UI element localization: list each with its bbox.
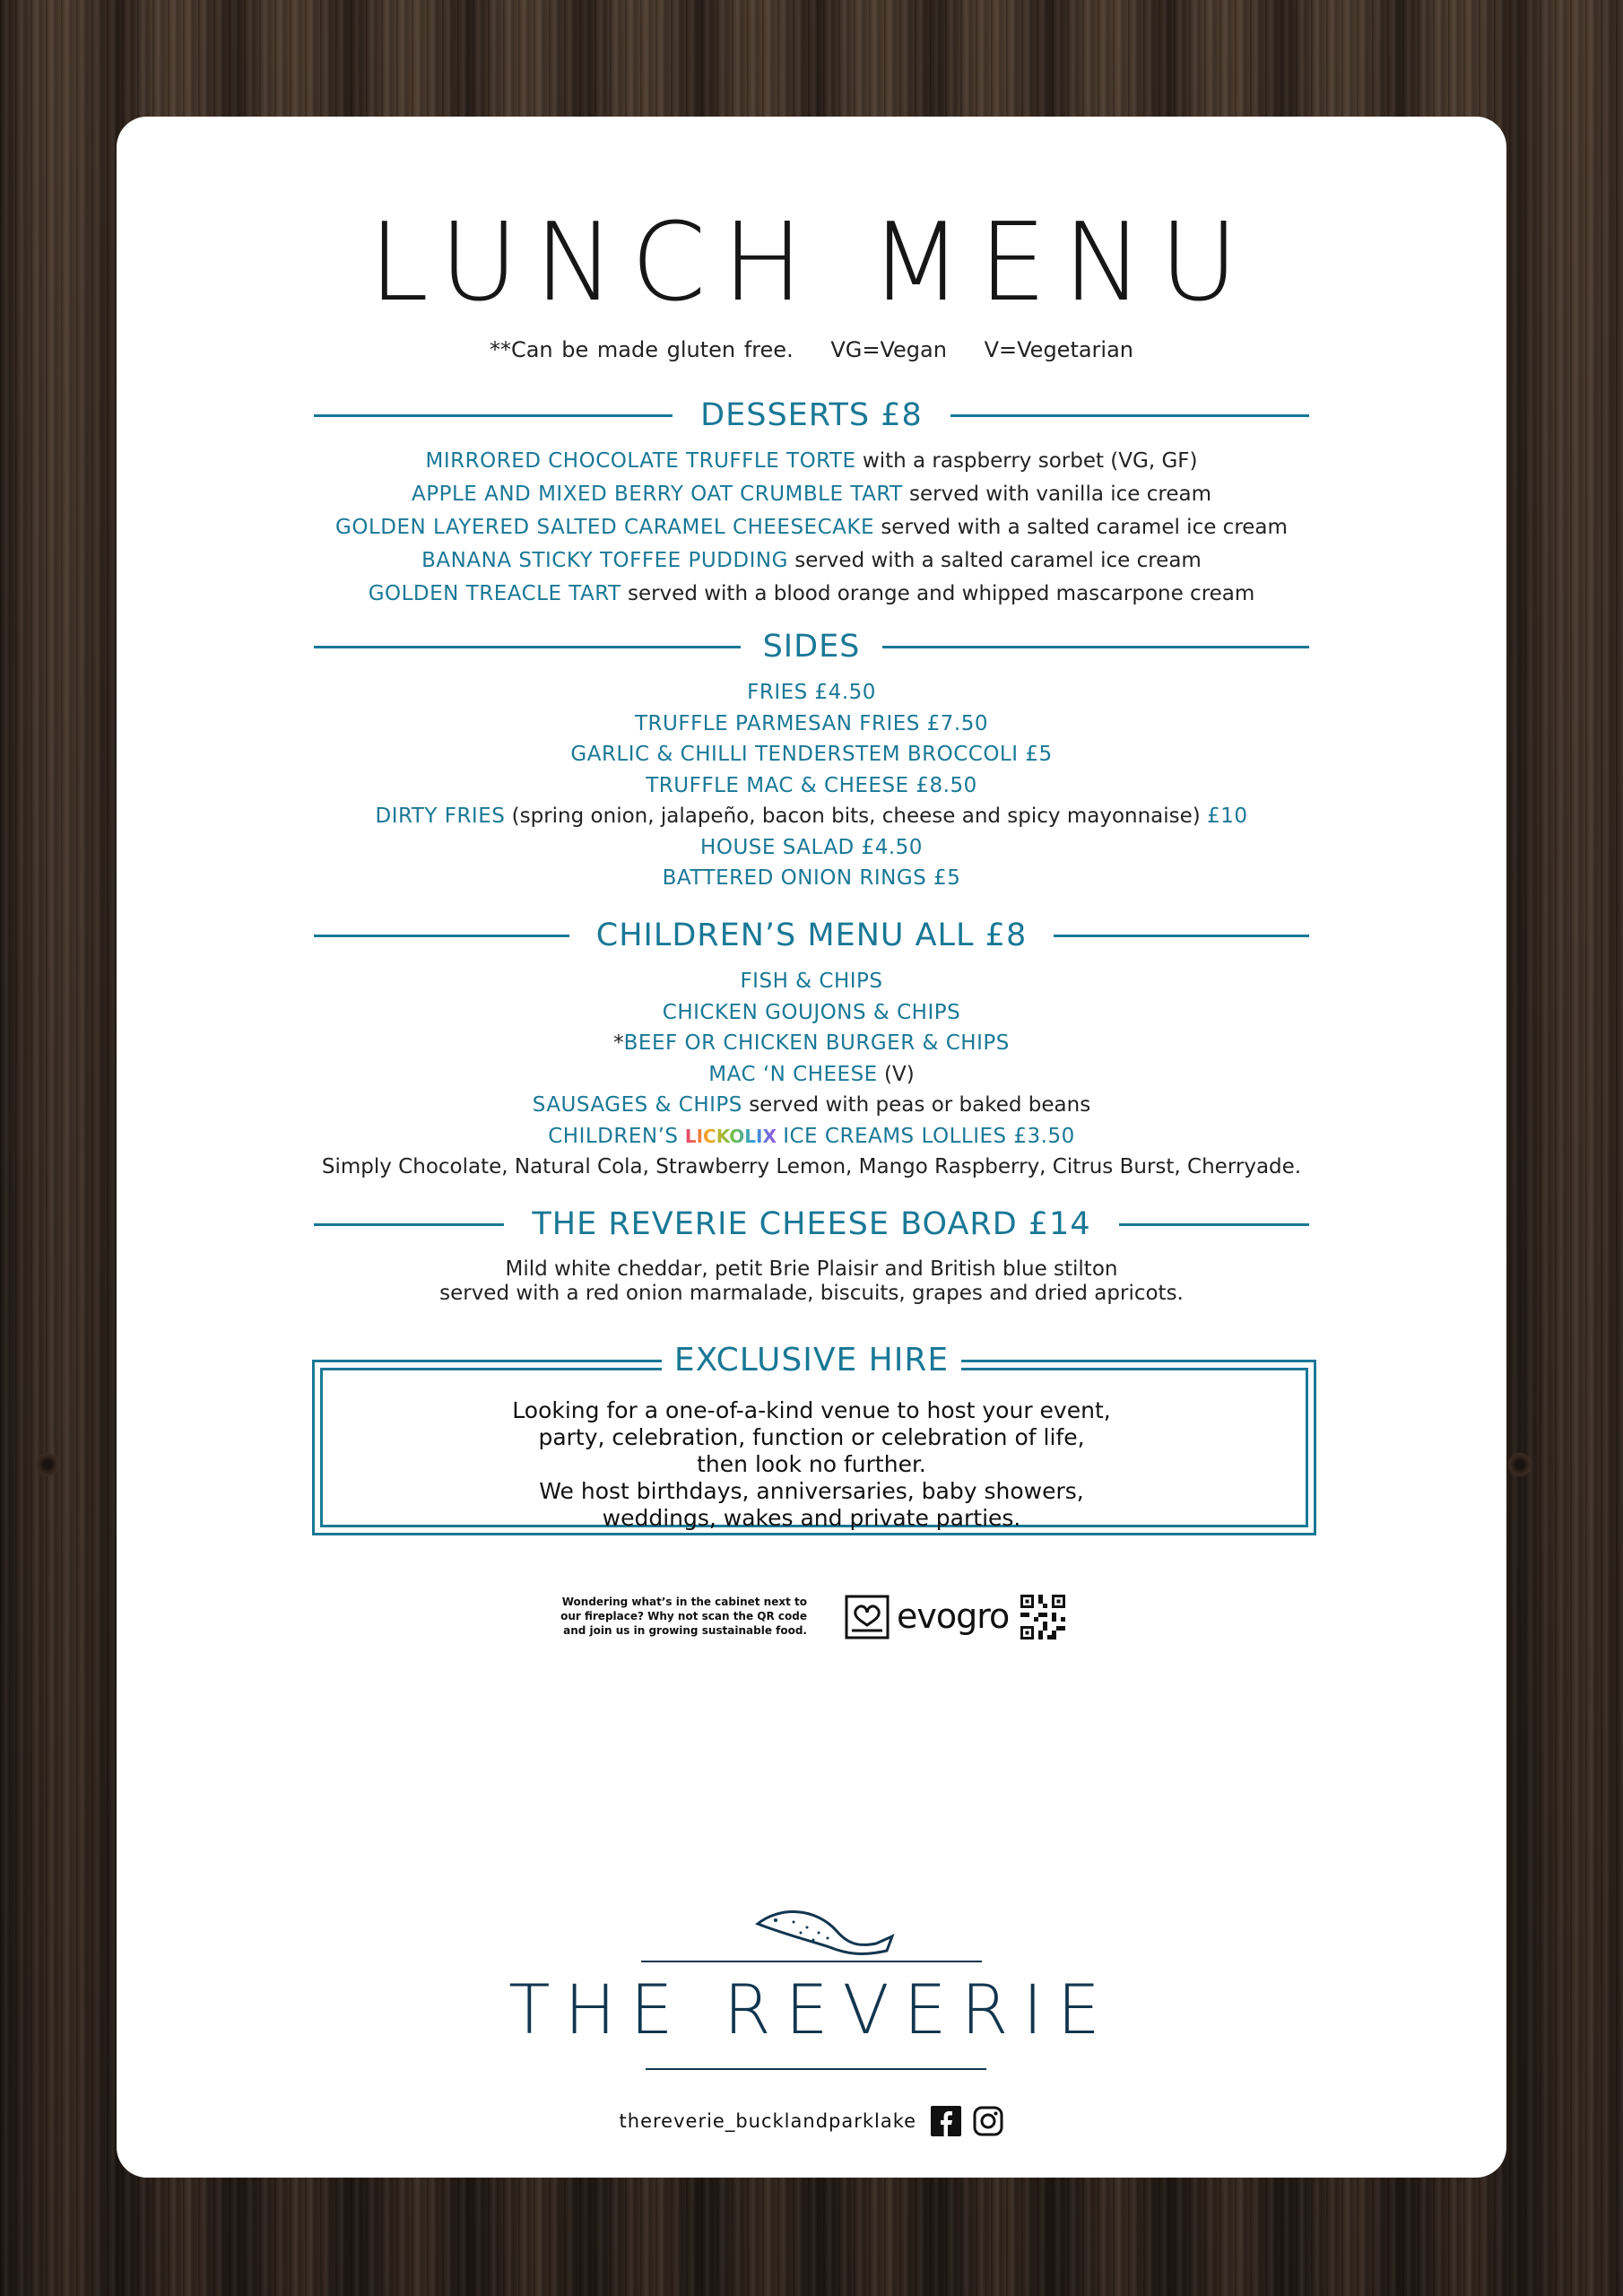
wood-knot (1508, 1451, 1532, 1478)
facebook-icon[interactable] (931, 2106, 961, 2136)
evogro-logo-icon (845, 1595, 890, 1639)
list-item: MIRRORED CHOCOLATE TRUFFLE TORTE with a raspberry sorbet (VG, GF) (425, 449, 1198, 473)
list-item: TRUFFLE MAC & CHEESE £8.50 (646, 773, 977, 797)
children-heading-text: CHILDREN’S MENU ALL £8 (595, 918, 1028, 953)
list-item: DIRTY FRIES (spring onion, jalapeño, bacon bits, cheese and spicy mayonnaise) £10 (375, 804, 1248, 828)
cheese-description: Mild white cheddar, petit Brie Plaisir and British blue stilton served with a red onion marmalade, biscuits, grapes and dried apricots. (439, 1257, 1184, 1305)
exclusive-hire-heading: EXCLUSIVE HIRE (117, 1342, 1506, 1378)
children-heading (314, 918, 1309, 953)
children-list (117, 966, 1506, 1183)
list-item: HOUSE SALAD £4.50 (700, 835, 923, 859)
list-item: TRUFFLE PARMESAN FRIES £7.50 (634, 711, 989, 735)
exclusive-hire-text: Looking for a one-of-a-kind venue to host your event, party, celebration, function or celebration of life, then look no further. We host birthdays, anniversaries, baby showers, weddings, wakes and private parties. (512, 1397, 1111, 1531)
lolly-flavours: Simply Chocolate, Natural Cola, Strawberry Lemon, Mango Raspberry, Citrus Burst, Cherryade. (321, 1155, 1302, 1178)
sides-heading (314, 629, 1309, 665)
lickolix-logo: LICKOLIX (684, 1125, 777, 1147)
qr-code-icon[interactable] (1020, 1595, 1065, 1639)
evogro-note: Wondering what’s in the cabinet next to our fireplace? Why not scan the QR code and join us in growing sustainable food. (560, 1596, 807, 1637)
cheese-heading-text: THE REVERIE CHEESE BOARD £14 (532, 1206, 1091, 1242)
list-item: FISH & CHIPS (740, 970, 883, 993)
list-item: CHICKEN GOUJONS & CHIPS (662, 1000, 961, 1024)
gluten-free-note: **Can be made gluten free. (489, 337, 794, 362)
brand-name: THE REVERIE (508, 1970, 1115, 2049)
menu-card (117, 117, 1506, 2178)
brand-underline (646, 2068, 986, 2070)
fish-logo-icon (623, 1897, 1000, 1969)
dietary-key (117, 337, 1506, 362)
sides-heading-text: SIDES (762, 629, 861, 665)
vegetarian-note: V=Vegetarian (984, 337, 1134, 362)
list-item: FRIES £4.50 (747, 681, 876, 704)
list-item: SAUSAGES & CHIPS served with peas or baked beans (532, 1093, 1091, 1117)
list-item: *BEEF OR CHICKEN BURGER & CHIPS (613, 1031, 1010, 1055)
list-item: BATTERED ONION RINGS £5 (662, 866, 961, 890)
wood-knot (36, 1451, 59, 1478)
list-item: GARLIC & CHILLI TENDERSTEM BROCCOLI £5 (570, 743, 1053, 766)
desserts-heading (314, 397, 1309, 433)
list-item: GOLDEN LAYERED SALTED CARAMEL CHEESECAKE served with a salted caramel ice cream (335, 516, 1288, 539)
cheese-heading (314, 1206, 1309, 1242)
social-footer (117, 2106, 1506, 2136)
vegan-note: VG=Vegan (830, 337, 947, 362)
evogro-brand: evogro (897, 1596, 1010, 1636)
list-item: CHILDREN’S LICKOLIX ICE CREAMS LOLLIES £3.50 (548, 1124, 1075, 1148)
list-item: MAC ‘N CHEESE (V) (708, 1062, 915, 1086)
desserts-heading-text: DESSERTS £8 (700, 397, 923, 433)
instagram-icon[interactable] (973, 2106, 1003, 2136)
list-item: BANANA STICKY TOFFEE PUDDING served with a salted caramel ice cream (421, 549, 1202, 572)
desserts-list (117, 445, 1506, 611)
social-handle: thereverie_bucklandparklake (619, 2110, 917, 2132)
list-item: GOLDEN TREACLE TART served with a blood orange and whipped mascarpone cream (368, 582, 1255, 605)
list-item: APPLE AND MIXED BERRY OAT CRUMBLE TART served with vanilla ice cream (411, 483, 1211, 506)
page-title: LUNCH MENU (369, 201, 1254, 326)
sides-list (117, 677, 1506, 894)
